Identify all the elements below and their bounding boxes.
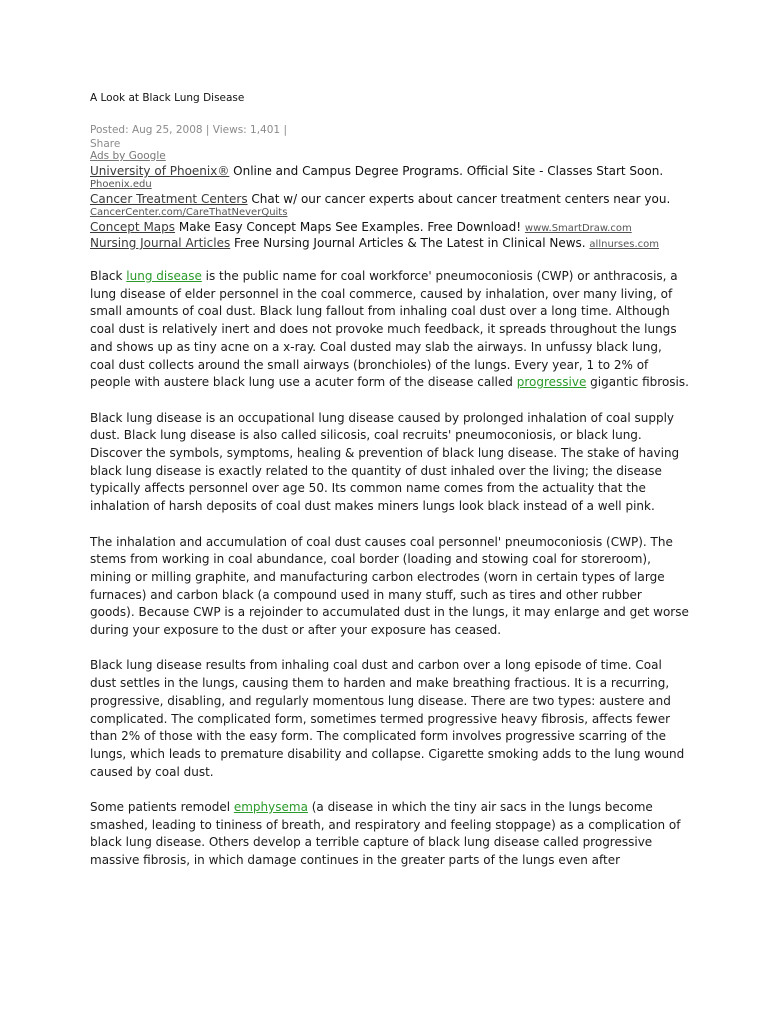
ad-url-link[interactable]: www.SmartDraw.com [524, 223, 632, 234]
ad-url-link[interactable]: allnurses.com [589, 239, 660, 250]
ads-block [90, 164, 690, 252]
paragraph-5 [90, 799, 690, 870]
ad-title-link[interactable]: Concept Maps [90, 220, 176, 234]
article-body [90, 268, 690, 888]
text-run: gigantic fibrosis. [586, 375, 689, 390]
progressive-link[interactable]: progressive [516, 375, 587, 390]
text-run: Black [90, 269, 127, 283]
ad-text: Chat w/ our cancer experts about cancer treatment centers near you. [247, 192, 671, 206]
ad-url-row [90, 178, 690, 192]
article-meta [90, 123, 287, 151]
paragraph-1 [90, 268, 690, 392]
article-title: A Look at Black Lung Disease [90, 92, 245, 104]
ad-text: Online and Campus Degree Programs. Official Site - Classes Start Soon. [229, 164, 664, 178]
ads-by-google-link[interactable]: Ads by Google [90, 150, 166, 162]
ad-title-link[interactable]: University of Phoenix® [90, 164, 230, 178]
ad-url-link[interactable]: CancerCenter.com/CareThatNeverQuits [90, 207, 288, 218]
post-info: Posted: Aug 25, 2008 | Views: 1,401 | [90, 124, 287, 136]
ad-item [90, 236, 690, 252]
ad-text: Make Easy Concept Maps See Examples. Free Download! [175, 220, 525, 234]
text-run: (a disease in which the tiny air sacs in the lungs become smashed, leading to tininess of breath, and respiratory and feeling stoppage) as a complication of black lung disease. Others develop a terrible capture of black lung disease called progressive massive fibrosis, in which damage continues in the greater parts of the lungs even after [90, 800, 681, 868]
ad-item [90, 164, 690, 178]
ad-item [90, 192, 690, 206]
ad-url-link[interactable]: Phoenix.edu [90, 179, 152, 190]
ad-item [90, 220, 690, 236]
paragraph-2: Black lung disease is an occupational lung disease caused by prolonged inhalation of coal supply dust. Black lung disease is also called silicosis, coal recruits' pneumoconiosis, or black lung. Discover the symbols, symptoms, healing & prevention of black lung disease. The stake of having black lung disease is exactly related to the quantity of dust inhaled over the living; the disease typically affects personnel over age 50. Its common name comes from the actuality that the inhalation of harsh deposits of coal dust makes miners lungs look black instead of a well pink. [90, 410, 680, 514]
ad-title-link[interactable]: Cancer Treatment Centers [90, 192, 248, 206]
lung-disease-link[interactable]: lung disease [126, 269, 202, 283]
paragraph-3: The inhalation and accumulation of coal dust causes coal personnel' pneumoconiosis (CWP). The stems from working in coal abundance, coal border (loading and stowing coal for storeroom), mining or milling graphite, and manufacturing carbon electrodes (worn in certain types of large furnaces) and carbon black (a compound used in many stuff, such as tires and other rubber goods). Because CWP is a rejoinder to accumulated dust in the lungs, it may enlarge and get worse during your exposure to the dust or after your exposure has ceased. [90, 534, 689, 638]
paragraph-4: Black lung disease results from inhaling coal dust and carbon over a long episode of time. Coal dust settles in the lungs, causing them to harden and make breathing fractious. It is a recurring, progressive, disabling, and regularly momentous lung disease. There are two types: austere and complicated. The complicated form, sometimes termed progressive heavy fibrosis, affects fewer than 2% of those with the easy form. The complicated form involves progressive scarring of the lungs, which leads to premature disability and collapse. Cigarette smoking adds to the lung wound caused by coal dust. [90, 658, 685, 779]
share-link[interactable]: Share [90, 138, 121, 150]
text-run: is the public name for coal workforce' pneumoconiosis (CWP) or anthracosis, a lung disease of elder personnel in the coal commerce, caused by inhalation, over many living, of small amounts of coal dust. Black lung fallout from inhaling coal dust over a long time. Although coal dust is relatively inert and does not provoke much feedback, it spreads throughout the lungs and shows up as tiny acne on a x-ray. Coal dusted may slab the airways. In unfussy black lung, coal dust collects around the small airways (bronchioles) of the lungs. Every year, 1 to 2% of people with austere black lung use a acuter form of the disease called [90, 269, 678, 390]
emphysema-link[interactable]: emphysema [233, 800, 308, 815]
ad-text: Free Nursing Journal Articles & The Latest in Clinical News. [230, 236, 590, 250]
text-run: Some patients remodel [90, 800, 234, 815]
ad-url-row [90, 206, 690, 220]
ad-title-link[interactable]: Nursing Journal Articles [90, 236, 231, 250]
